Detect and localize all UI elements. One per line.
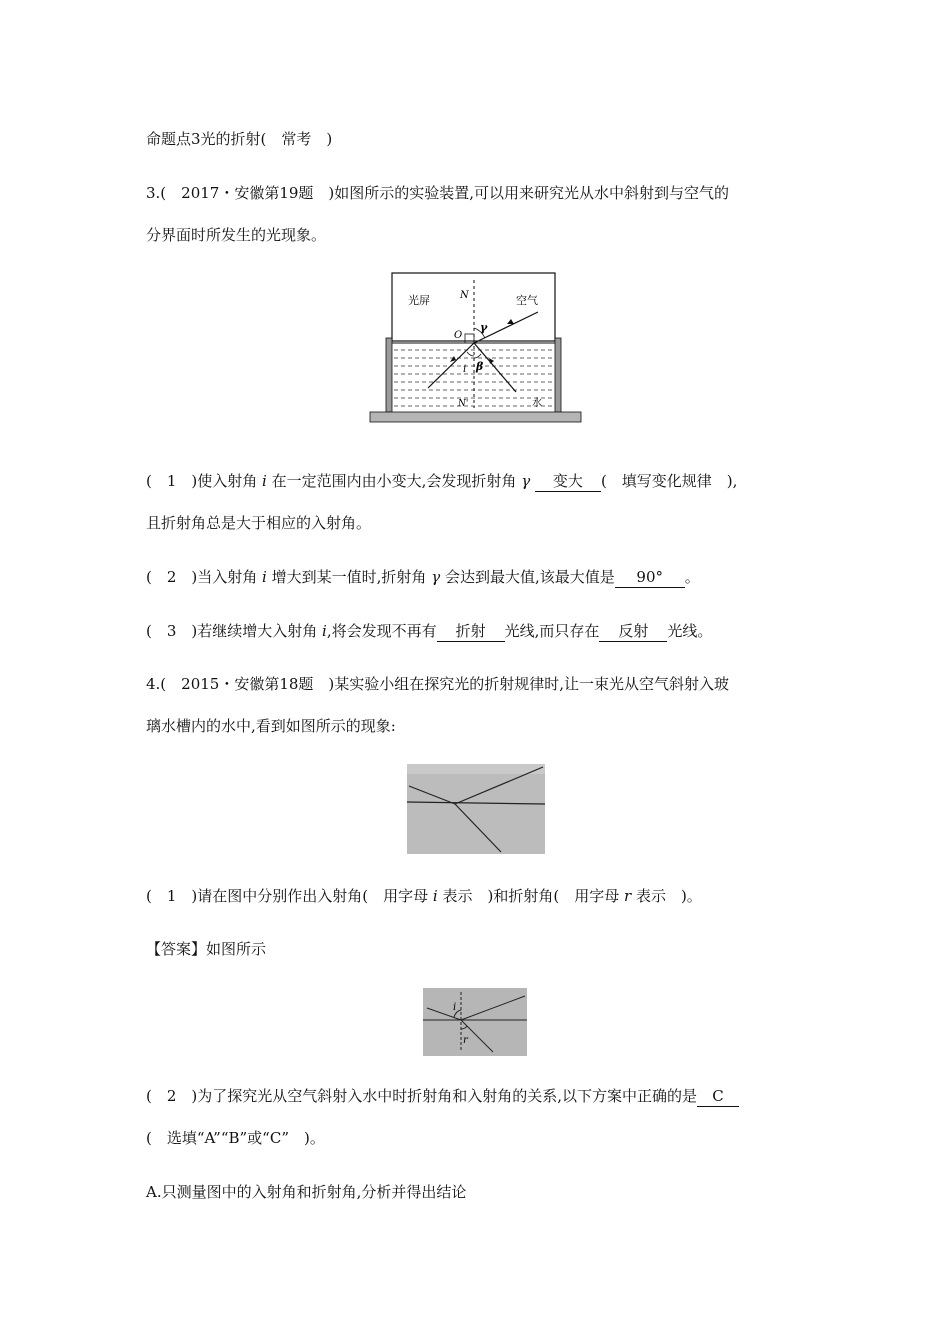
q4-p1-var-i: i bbox=[432, 887, 438, 905]
q3-part2 bbox=[146, 566, 700, 588]
q3-part1-line1 bbox=[146, 470, 737, 492]
q3-p3-answer1: 折射 bbox=[437, 621, 505, 642]
q4-stem-line1: 4.( 2015・安徽第18题 )某实验小组在探究光的折射规律时,让一束光从空气斜射入玻 bbox=[146, 675, 730, 693]
q3-p2-after: 。 bbox=[684, 568, 700, 586]
tank-base bbox=[370, 412, 581, 422]
q3-p3-var-i: i bbox=[322, 622, 327, 640]
q3-p3-mid: ,将会发现不再有 bbox=[326, 622, 437, 640]
answer-photo-background bbox=[423, 988, 527, 1056]
answer-label-i: i bbox=[453, 1002, 457, 1013]
q4-p1-after: 表示 )。 bbox=[635, 887, 702, 905]
q3-p3-mid2: 光线,而只存在 bbox=[504, 622, 600, 640]
label-water: 水 bbox=[532, 398, 542, 409]
q3-p1-var-i: i bbox=[262, 472, 267, 490]
section-title: 命题点3光的折射( 常考 ) bbox=[146, 130, 333, 148]
q3-stem-line1: 3.( 2017・安徽第19题 )如图所示的实验装置,可以用来研究光从水中斜射到与空气的 bbox=[146, 184, 730, 202]
q4-option-a: A.只测量图中的入射角和折射角,分析并得出结论 bbox=[146, 1183, 467, 1201]
q3-p2-before: ( 2 )当入射角 bbox=[146, 568, 258, 586]
q3-p1-mid: 在一定范围内由小变大,会发现折射角 bbox=[271, 472, 517, 490]
q4-p2-text: ( 2 )为了探究光从空气斜射入水中时折射角和入射角的关系,以下方案中正确的是 bbox=[146, 1087, 698, 1105]
beta-arc bbox=[474, 354, 481, 358]
q4-p1-mid: 表示 )和折射角( 用字母 bbox=[442, 887, 620, 905]
label-point-O: O bbox=[454, 330, 463, 341]
label-screen: 光屏 bbox=[408, 294, 430, 307]
q4-answer-figure bbox=[423, 988, 527, 1056]
q4-stem-line2: 璃水槽内的水中,看到如图所示的现象: bbox=[146, 717, 396, 735]
label-air: 空气 bbox=[516, 294, 538, 307]
tank-right-wall bbox=[555, 338, 561, 412]
q3-stem-line2: 分界面时所发生的光现象。 bbox=[146, 226, 327, 244]
label-i: i bbox=[463, 364, 467, 375]
q4-part2-line1 bbox=[146, 1085, 739, 1107]
label-normal-N: N bbox=[460, 290, 469, 301]
photo-top-band bbox=[407, 764, 545, 774]
q3-figure-refraction-apparatus bbox=[368, 272, 584, 424]
q3-p2-var-gamma: γ bbox=[431, 568, 441, 586]
q4-p1-before: ( 1 )请在图中分别作出入射角( 用字母 bbox=[146, 887, 429, 905]
q3-p2-var-i: i bbox=[262, 568, 267, 586]
answer-label-r: r bbox=[463, 1035, 468, 1046]
q3-p1-before: ( 1 )使入射角 bbox=[146, 472, 258, 490]
q4-part1 bbox=[146, 885, 702, 907]
q3-p2-answer: 90° bbox=[615, 567, 685, 588]
q4-p2-answer: C bbox=[697, 1086, 739, 1107]
q3-p1-after: ( 填写变化规律 ), bbox=[600, 472, 738, 490]
q3-p1-var-gamma: γ bbox=[521, 472, 531, 490]
q4-part2-line2: ( 选填“A”“B”或“C” )。 bbox=[146, 1129, 325, 1147]
label-gamma: γ bbox=[480, 321, 488, 334]
tank-left-wall bbox=[386, 338, 392, 412]
i-arc bbox=[467, 352, 474, 356]
label-beta: β bbox=[476, 360, 484, 373]
q3-p3-answer2: 反射 bbox=[599, 621, 667, 642]
q3-part3 bbox=[146, 620, 712, 642]
label-normal-N-prime: N' bbox=[458, 399, 469, 409]
photo-background bbox=[407, 764, 545, 854]
q4-figure-photo bbox=[407, 764, 545, 854]
q3-p1-answer: 变大 bbox=[535, 471, 601, 492]
q3-p3-after: 光线。 bbox=[667, 622, 713, 640]
q3-p2-mid: 增大到某一值时,折射角 bbox=[271, 568, 427, 586]
q4-answer-label: 【答案】如图所示 bbox=[146, 940, 267, 958]
q4-p1-var-r: r bbox=[623, 887, 632, 905]
q3-part1-line2: 且折射角总是大于相应的入射角。 bbox=[146, 514, 372, 532]
q3-p2-mid2: 会达到最大值,该最大值是 bbox=[444, 568, 615, 586]
q3-p3-before: ( 3 )若继续增大入射角 bbox=[146, 622, 318, 640]
